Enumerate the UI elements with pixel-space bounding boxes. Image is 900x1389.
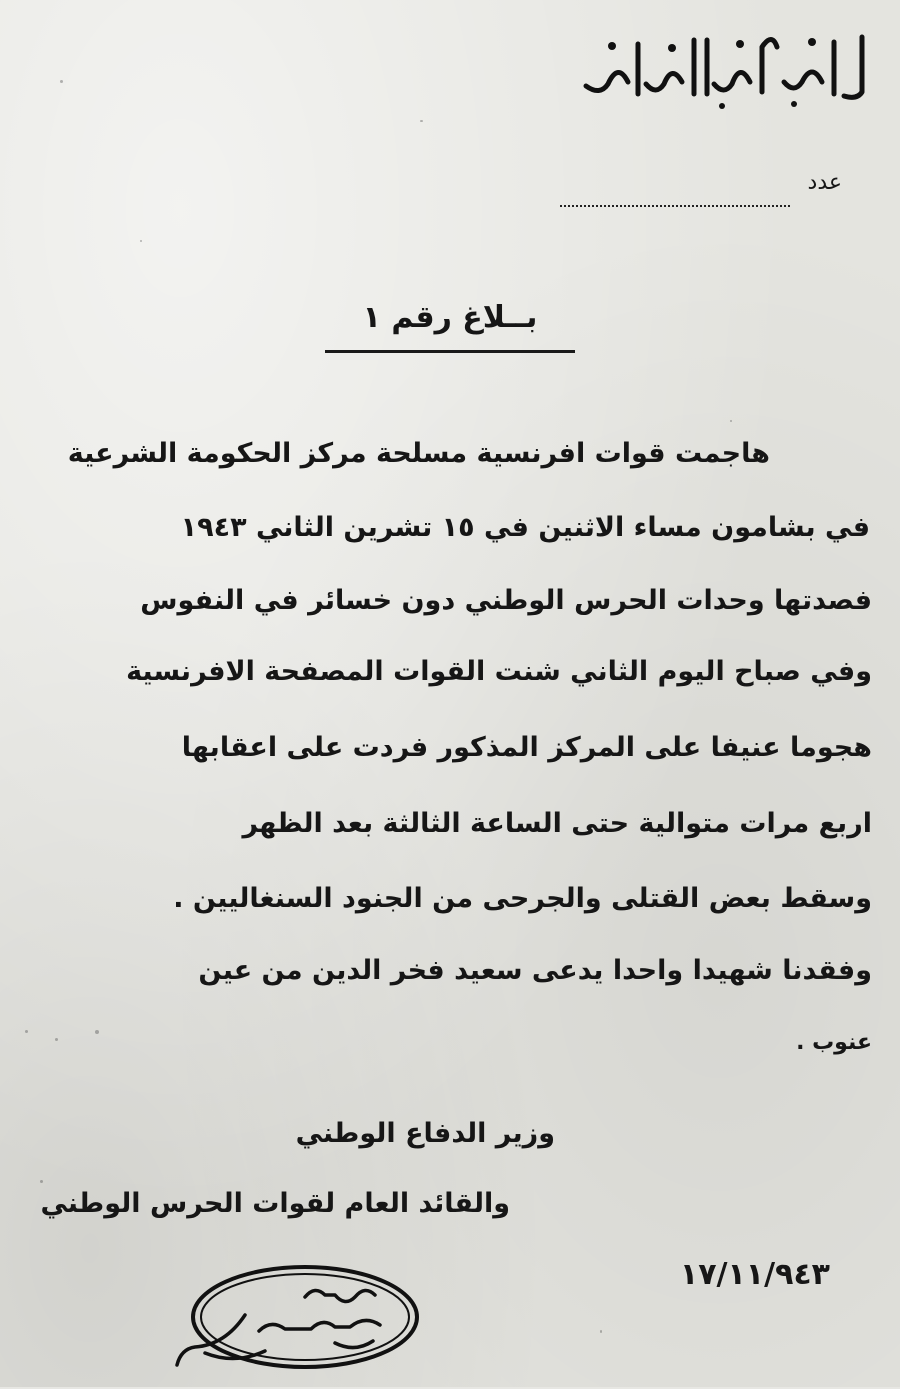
- paper-speck: [95, 1030, 99, 1034]
- paper-speck: [60, 80, 63, 83]
- number-label: عدد: [807, 170, 842, 195]
- paper-speck: [55, 1038, 58, 1041]
- signature-title-commander: والقائد العام لقوات الحرس الوطني: [40, 1188, 510, 1219]
- body-line: هجوما عنيفا على المركز المذكور فردت على اعقابها: [181, 732, 872, 763]
- signature-seal-drawing: [175, 1255, 435, 1385]
- paper-speck: [25, 1030, 28, 1033]
- letterhead: [572, 22, 872, 112]
- body-line: هاجمت قوات افرنسية مسلحة مركز الحكومة الشرعية: [67, 438, 770, 469]
- document-date: ١٧/١١/٩٤٣: [679, 1257, 830, 1292]
- number-dotted-line: [560, 205, 790, 207]
- signature-title-minister: وزير الدفاع الوطني: [295, 1118, 555, 1149]
- body-line: فصدتها وحدات الحرس الوطني دون خسائر في النفوس: [140, 585, 872, 616]
- title-underline: [325, 350, 575, 353]
- paper-speck: [730, 420, 732, 422]
- body-line: وسقط بعض القتلى والجرحى من الجنود السنغاليين .: [173, 883, 872, 914]
- signature-seal: [175, 1255, 435, 1385]
- body-line: في بشامون مساء الاثنين في ١٥ تشرين الثاني ١٩٤٣: [180, 512, 870, 543]
- paper-speck: [40, 1180, 43, 1183]
- document-title: بــلاغ رقم ١: [362, 300, 538, 335]
- paper-speck: [140, 240, 142, 242]
- letterhead-calligraphy: [572, 22, 872, 112]
- body-line: وفي صباح اليوم الثاني شنت القوات المصفحة الافرنسية: [126, 656, 872, 687]
- paper-speck: [600, 1330, 602, 1333]
- body-line: وفقدنا شهيدا واحدا يدعى سعيد فخر الدين من عين: [198, 955, 872, 986]
- body-line: عنوب .: [796, 1030, 872, 1055]
- paper-speck: [420, 120, 423, 122]
- body-line: اربع مرات متوالية حتى الساعة الثالثة بعد الظهر: [242, 808, 872, 839]
